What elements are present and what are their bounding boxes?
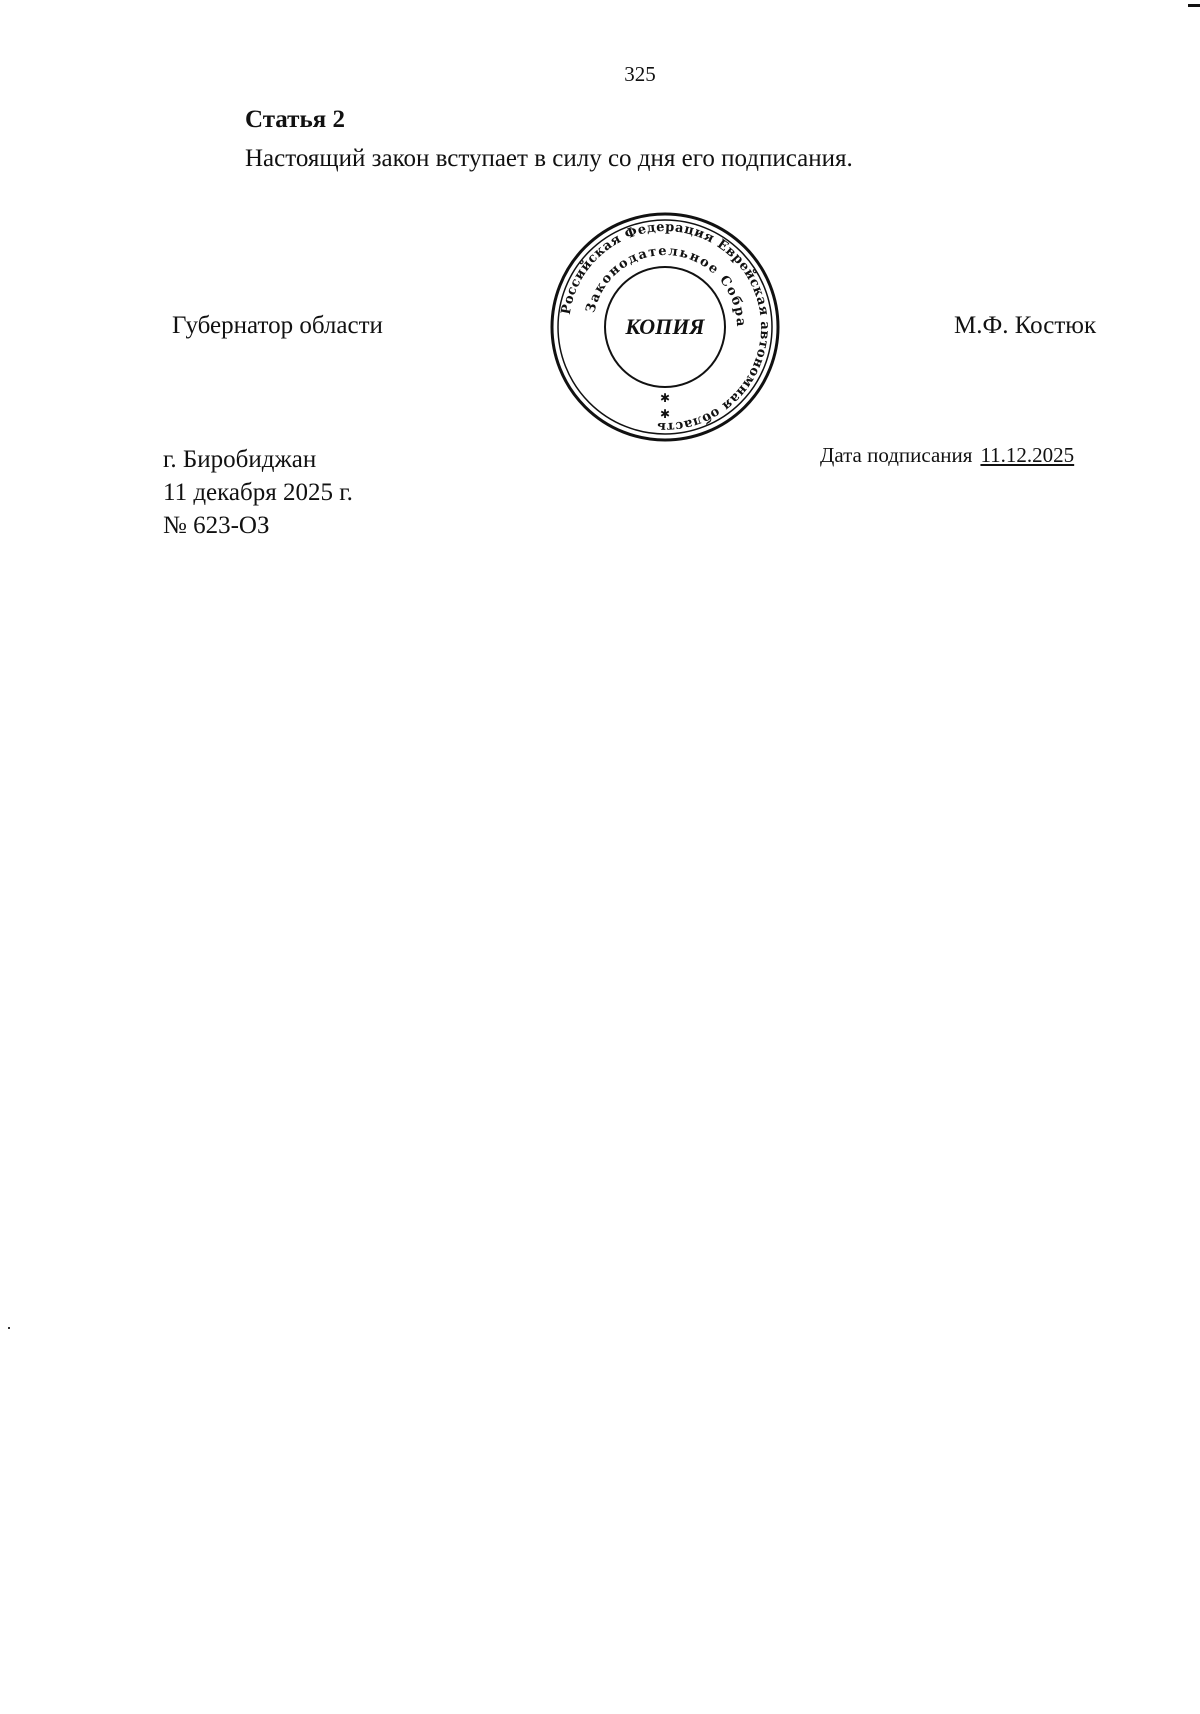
stamp-outer-text: Российская Федерация Еврейская автономная область	[558, 219, 773, 435]
stamp-inner-text: Законодательное Собра	[583, 243, 749, 329]
law-number: № 623-ОЗ	[163, 512, 270, 539]
page-number: 325	[624, 62, 656, 86]
stamp-center-text: КОПИЯ	[625, 314, 705, 339]
stamp-star-icon: ✱	[659, 407, 671, 421]
signing-date	[820, 443, 1074, 468]
stamp-seal-icon	[548, 210, 782, 444]
place-and-number	[163, 443, 353, 542]
scan-edge-mark	[1188, 4, 1200, 7]
law-date: 11 декабря 2025 г.	[163, 479, 353, 506]
article-text: Настоящий закон вступает в силу со дня его подписания.	[245, 145, 853, 172]
signing-date-label: Дата подписания	[820, 443, 973, 467]
signer-name: М.Ф. Костюк	[954, 312, 1097, 339]
signer-position: Губернатор области	[172, 312, 383, 339]
stamp-star-icon: ✱	[659, 391, 671, 405]
scan-artifact-dot	[8, 1327, 10, 1329]
article-heading: Статья 2	[245, 106, 345, 133]
official-stamp	[548, 210, 782, 444]
signing-date-value: 11.12.2025	[980, 443, 1075, 467]
city: г. Биробиджан	[163, 446, 317, 473]
